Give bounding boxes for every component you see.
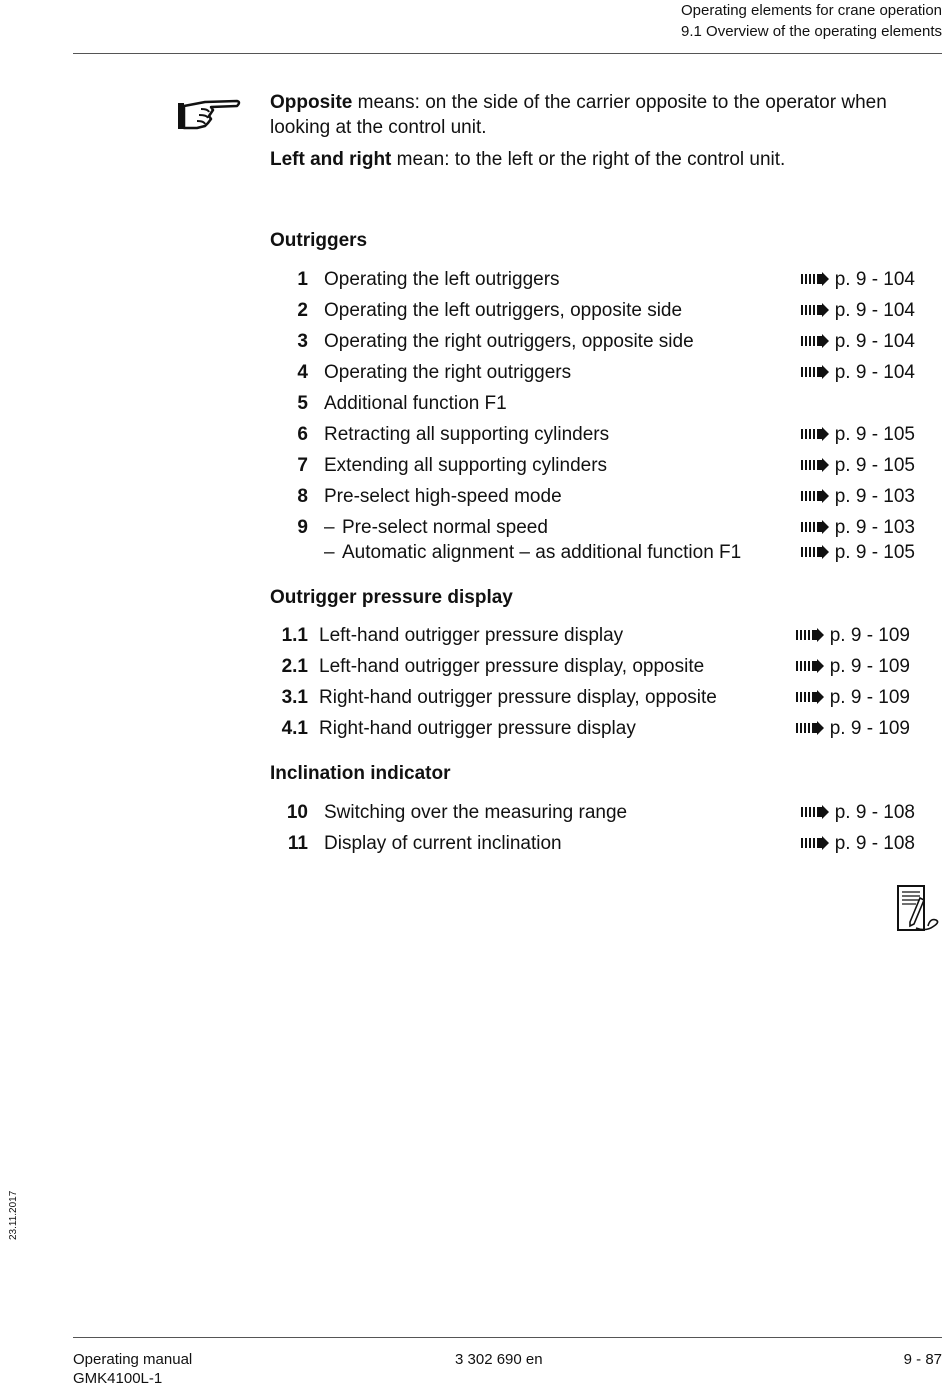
list-item xyxy=(270,654,915,680)
list-item xyxy=(270,484,915,510)
page-reference-text: p. 9 - 109 xyxy=(829,656,910,677)
section-title-pressure-display: Outrigger pressure display xyxy=(270,587,513,608)
page-reference[interactable] xyxy=(801,360,915,386)
item-number: 6 xyxy=(297,424,308,445)
reference-arrow-icon xyxy=(801,836,829,850)
page-reference[interactable] xyxy=(801,267,915,293)
item-number: 11 xyxy=(287,833,308,854)
header-chapter: Operating elements for crane operation xyxy=(681,2,942,19)
list-item xyxy=(270,298,915,324)
page-reference[interactable] xyxy=(796,685,910,711)
item-number: 8 xyxy=(297,486,308,507)
dash-bullet: – xyxy=(324,517,335,538)
item-text: Right-hand outrigger pressure display, opposite xyxy=(319,687,717,708)
list-item xyxy=(270,329,915,355)
item-subtext: Automatic alignment – as additional function F1 xyxy=(342,542,742,563)
reference-arrow-icon xyxy=(801,458,829,472)
page-reference[interactable] xyxy=(801,329,915,355)
page-reference[interactable] xyxy=(801,484,915,510)
page-reference[interactable] xyxy=(796,716,910,742)
reference-arrow-icon xyxy=(801,520,829,534)
item-number: 4.1 xyxy=(281,718,308,739)
item-number: 2.1 xyxy=(281,656,308,677)
page-reference[interactable] xyxy=(801,540,915,566)
page-reference-text: p. 9 - 109 xyxy=(829,718,910,739)
item-number: 1 xyxy=(297,269,308,290)
footer-model: GMK4100L-1 xyxy=(73,1370,163,1387)
reference-arrow-icon xyxy=(801,489,829,503)
list-item xyxy=(270,360,915,386)
page-reference-text: p. 9 - 108 xyxy=(834,833,915,854)
reference-arrow-icon xyxy=(801,427,829,441)
item-text xyxy=(324,540,741,566)
footer-manual-title: Operating manual xyxy=(73,1351,193,1368)
term-left-right: Left and right xyxy=(270,149,392,170)
list-item xyxy=(270,453,915,479)
list-item xyxy=(270,685,915,711)
pointing-hand-icon xyxy=(175,96,245,136)
reference-arrow-icon xyxy=(796,690,824,704)
item-number: 3 xyxy=(297,331,308,352)
dash-bullet: – xyxy=(324,542,335,563)
list-item xyxy=(270,267,915,293)
page-reference[interactable] xyxy=(796,623,910,649)
reference-arrow-icon xyxy=(796,721,824,735)
page-reference-text: p. 9 - 109 xyxy=(829,625,910,646)
reference-arrow-icon xyxy=(796,628,824,642)
reference-arrow-icon xyxy=(801,334,829,348)
item-text: Operating the right outriggers xyxy=(324,362,572,383)
item-number: 4 xyxy=(297,362,308,383)
item-text: Left-hand outrigger pressure display xyxy=(319,625,624,646)
header-rule xyxy=(73,53,942,54)
item-text: Additional function F1 xyxy=(324,393,507,414)
list-item xyxy=(270,515,915,541)
item-subtext: Pre-select normal speed xyxy=(342,517,548,538)
page-reference-text: p. 9 - 104 xyxy=(834,269,915,290)
item-text: Pre-select high-speed mode xyxy=(324,486,562,507)
reference-arrow-icon xyxy=(801,545,829,559)
item-text: Retracting all supporting cylinders xyxy=(324,424,610,445)
note-left-right xyxy=(270,147,940,172)
item-text: Extending all supporting cylinders xyxy=(324,455,608,476)
print-date: 23.11.2017 xyxy=(8,1190,19,1240)
item-text: Left-hand outrigger pressure display, opposite xyxy=(319,656,705,677)
running-header xyxy=(681,1,942,42)
page-reference[interactable] xyxy=(801,831,915,857)
list-item xyxy=(270,540,915,566)
page-reference[interactable] xyxy=(796,654,910,680)
footer-document-number: 3 302 690 en xyxy=(455,1351,543,1368)
list-item xyxy=(270,831,915,857)
list-item xyxy=(270,716,915,742)
page-reference-text: p. 9 - 105 xyxy=(834,455,915,476)
page-reference-text: p. 9 - 109 xyxy=(829,687,910,708)
item-number: 2 xyxy=(297,300,308,321)
footer-manual xyxy=(73,1350,192,1388)
list-item xyxy=(270,422,915,448)
page-reference-text: p. 9 - 104 xyxy=(834,300,915,321)
note-block xyxy=(270,90,940,179)
reference-arrow-icon xyxy=(801,805,829,819)
footer-rule xyxy=(73,1337,942,1338)
item-text xyxy=(324,515,548,541)
item-number: 9 xyxy=(297,517,308,538)
item-number: 5 xyxy=(297,393,308,414)
definition-opposite: means: on the side of the carrier opposite to the operator when looking at the control unit. xyxy=(270,92,887,138)
page-reference-text: p. 9 - 103 xyxy=(834,517,915,538)
item-number: 10 xyxy=(286,802,308,823)
reference-arrow-icon xyxy=(801,272,829,286)
reference-arrow-icon xyxy=(796,659,824,673)
item-number: 1.1 xyxy=(281,625,308,646)
footer-page-number: 9 - 87 xyxy=(903,1351,942,1368)
reference-arrow-icon xyxy=(801,303,829,317)
item-text: Switching over the measuring range xyxy=(324,802,628,823)
page-reference-text: p. 9 - 105 xyxy=(834,542,915,563)
section-title-outriggers: Outriggers xyxy=(270,230,368,251)
item-number: 3.1 xyxy=(281,687,308,708)
item-text: Operating the left outriggers, opposite side xyxy=(324,300,683,321)
page-reference[interactable] xyxy=(801,422,915,448)
page-reference-text: p. 9 - 105 xyxy=(834,424,915,445)
reference-arrow-icon xyxy=(801,365,829,379)
item-text: Operating the left outriggers xyxy=(324,269,560,290)
page-reference-text: p. 9 - 104 xyxy=(834,362,915,383)
page-reference[interactable] xyxy=(801,800,915,826)
notes-document-icon xyxy=(896,884,942,934)
page-reference-text: p. 9 - 104 xyxy=(834,331,915,352)
item-text: Operating the right outriggers, opposite side xyxy=(324,331,694,352)
list-item xyxy=(270,800,915,826)
item-text: Display of current inclination xyxy=(324,833,562,854)
page-reference[interactable] xyxy=(801,453,915,479)
term-opposite: Opposite xyxy=(270,92,353,113)
page-reference-text: p. 9 - 108 xyxy=(834,802,915,823)
list-item xyxy=(270,623,915,649)
page-reference[interactable] xyxy=(801,515,915,541)
item-text: Right-hand outrigger pressure display xyxy=(319,718,636,739)
list-item xyxy=(270,391,915,417)
page-reference-text: p. 9 - 103 xyxy=(834,486,915,507)
section-title-inclination: Inclination indicator xyxy=(270,763,451,784)
header-section: 9.1 Overview of the operating elements xyxy=(681,22,942,40)
page-reference[interactable] xyxy=(801,298,915,324)
note-opposite xyxy=(270,90,940,140)
item-number: 7 xyxy=(297,455,308,476)
definition-left-right: mean: to the left or the right of the control unit. xyxy=(391,149,786,170)
